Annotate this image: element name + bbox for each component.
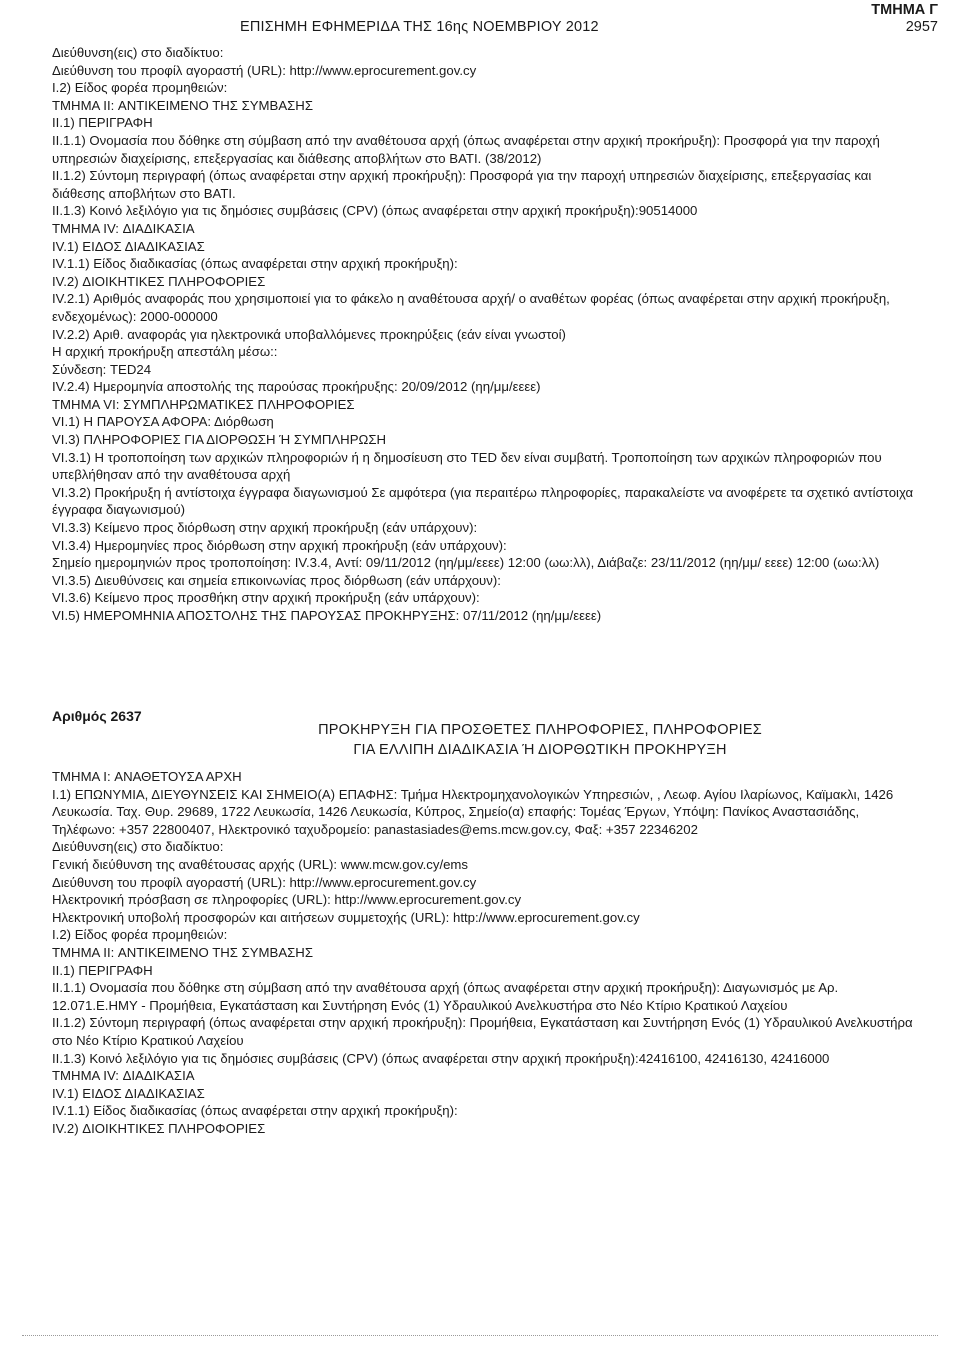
section-heading: ΤΜΗΜΑ II: ΑΝΤΙΚΕΙΜΕΝΟ ΤΗΣ ΣΥΜΒΑΣΗΣ bbox=[52, 944, 313, 960]
subsection-heading: IV.1) ΕΙΔΟΣ ΔΙΑΔΙΚΑΣΙΑΣ bbox=[52, 238, 205, 254]
paragraph-reference-number: IV.2.1) Αριθμός αναφοράς που χρησιμοποιεί για το φάκελο η αναθέτουσα αρχή/ ο αναθέτων φορέας (όπως αναφέρεται στην αρχική προκήρυξη, ενδεχομένως): 2000-000000 bbox=[52, 291, 890, 324]
text-line: VI.3.3) Κείμενο προς διόρθωση στην αρχική προκήρυξη (εάν υπάρχουν): bbox=[52, 520, 478, 536]
text-line: IV.2.4) Ημερομηνία αποστολής της παρούσας προκήρυξης: 20/09/2012 (ηη/μμ/εεεε) bbox=[52, 379, 541, 395]
paragraph-cpv: II.1.3) Κοινό λεξιλόγιο για τις δημόσιες συμβάσεις (CPV) (όπως αναφέρεται στην αρχική προκήρυξη):42416100, 42416130, 42416000 bbox=[52, 1050, 830, 1066]
subsection-heading: VI.3) ΠΛΗΡΟΦΟΡΙΕΣ ΓΙΑ ΔΙΟΡΘΩΣΗ Ή ΣΥΜΠΛΗΡΩΣΗ bbox=[52, 432, 387, 448]
text-line: I.2) Είδος φορέα προμηθειών: bbox=[52, 80, 228, 96]
paragraph-contract-title: II.1.1) Ονομασία που δόθηκε στη σύμβαση από την αναθέτουσα αρχή (όπως αναφέρεται στην αρχική προκήρυξη): Διαγωνισμός με Αρ. 12.071.Ε.ΗΜΥ - Προμήθεια, Εγκατάσταση και Συντήρηση Ενός (1) Υδραυλικού Ανελκυστήρα στο Νέο Κτίριο Κρατικού Λαχείου bbox=[52, 980, 839, 1013]
text-line: IV.2.2) Αριθ. αναφοράς για ηλεκτρονικά υποβαλλόμενες προκηρύξεις (εάν είναι γνωστοί) bbox=[52, 326, 566, 342]
paragraph-modification: VI.3.1) Η τροποποίηση των αρχικών πληροφοριών ή η δημοσίευση στο TED δεν είναι συμβατή. Τροποποίηση των αρχικών πληροφοριών που υπεβλήθησαν από την αναθέτουσα αρχή bbox=[52, 449, 882, 483]
paragraph-short-description: II.1.2) Σύντομη περιγραφή (όπως αναφέρεται στην αρχική προκήρυξη): Προμήθεια, Εγκατάσταση και Συντήρηση Ενός (1) Υδραυλικού Ανελκυστήρα στο Νέο Κτίριο Κρατικού Λαχείου bbox=[52, 1015, 913, 1048]
text-line: Διεύθυνση του προφίλ αγοραστή (URL): http://www.eprocurement.gov.cy bbox=[52, 62, 477, 78]
section-heading: ΤΜΗΜΑ VI: ΣΥΜΠΛΗΡΩΜΑΤΙΚΕΣ ΠΛΗΡΟΦΟΡΙΕΣ bbox=[52, 396, 355, 412]
page-number: 2957 bbox=[905, 19, 938, 35]
section-label: ΤΜΗΜΑ Γ bbox=[871, 2, 938, 18]
paragraph-short-description: II.1.2) Σύντομη περιγραφή (όπως αναφέρεται στην αρχική προκήρυξη): Προσφορά για την παροχή υπηρεσιών διαχείρισης, επεξεργασίας και διάθεσης αποβλήτων στο ΒΑΤΙ. bbox=[52, 168, 872, 201]
text-line: I.2) Είδος φορέα προμηθειών: bbox=[52, 927, 228, 943]
paragraph-dates-correction: Σημείο ημερομηνιών προς τροποποίηση: IV.3.4, Αντί: 09/11/2012 (ηη/μμ/εεεε) 12:00 (ωω:λλ), Διάβαζε: 23/11/2012 (ηη/μμ/ εεεε) 12:00 (ωω:λλ) bbox=[52, 555, 880, 571]
notice-number: Αριθμός 2637 bbox=[52, 708, 142, 724]
subsection-heading: II.1) ΠΕΡΙΓΡΑΦΗ bbox=[52, 115, 153, 131]
section-heading: ΤΜΗΜΑ II: ΑΝΤΙΚΕΙΜΕΝΟ ΤΗΣ ΣΥΜΒΑΣΗΣ bbox=[52, 97, 313, 113]
subsection-heading: IV.1) ΕΙΔΟΣ ΔΙΑΔΙΚΑΣΙΑΣ bbox=[52, 1085, 205, 1101]
text-line: Διεύθυνση του προφίλ αγοραστή (URL): http://www.eprocurement.gov.cy bbox=[52, 874, 477, 890]
gazette-title: ΕΠΙΣΗΜΗ ΕΦΗΜΕΡΙΔΑ ΤΗΣ 16ης ΝΟΕΜΒΡΙΟΥ 2012 bbox=[240, 19, 599, 35]
text-line: VI.3.4) Ημερομηνίες προς διόρθωση στην αρχική προκήρυξη (εάν υπάρχουν): bbox=[52, 537, 507, 553]
paragraph-contact-details: I.1) ΕΠΩΝΥΜΙΑ, ΔΙΕΥΘΥΝΣΕΙΣ ΚΑΙ ΣΗΜΕΙΟ(Α) ΕΠΑΦΗΣ: Τμήμα Ηλεκτρομηχανολογικών Υπηρεσιών, , Λεωφ. Αγίου Ιλαρίωνος, Καϊμακλι, 1426 Λευκωσία. Ταχ. Θυρ. 29689, 1722 Λευκωσία, 1426 Λευκωσία, Κύπρος, Σημείο(α) επαφής: Τομέας Έργων, Υπόψη: Πανίκος Αναστασιάδης, Τηλέφωνο: +357 22800407, Ηλεκτρονικό ταχυδρομείο: panastasiades@ems.mcw.gov.cy, Φαξ: +357 22346202 bbox=[52, 786, 894, 837]
text-line: VI.3.5) Διευθύνσεις και σημεία επικοινωνίας προς διόρθωση (εάν υπάρχουν): bbox=[52, 572, 501, 588]
subsection-heading: II.1) ΠΕΡΙΓΡΑΦΗ bbox=[52, 962, 153, 978]
text-line: VI.5) ΗΜΕΡΟΜΗΝΙΑ ΑΠΟΣΤΟΛΗΣ ΤΗΣ ΠΑΡΟΥΣΑΣ ΠΡΟΚΗΡΥΞΗΣ: 07/11/2012 (ηη/μμ/εεεε) bbox=[52, 608, 602, 623]
section-heading: ΤΜΗΜΑ IV: ΔΙΑΔΙΚΑΣΙΑ bbox=[52, 220, 195, 236]
text-line: Διεύθυνση(εις) στο διαδίκτυο: bbox=[52, 839, 224, 855]
subsection-heading: IV.2) ΔΙΟΙΚΗΤΙΚΕΣ ΠΛΗΡΟΦΟΡΙΕΣ bbox=[52, 1120, 266, 1136]
text-line: IV.1.1) Είδος διαδικασίας (όπως αναφέρεται στην αρχική προκήρυξη): bbox=[52, 1103, 458, 1119]
text-line: Ηλεκτρονική υποβολή προσφορών και αιτήσεων συμμετοχής (URL): http://www.eprocurement.gov.cy bbox=[52, 909, 640, 925]
section-heading: ΤΜΗΜΑ IV: ΔΙΑΔΙΚΑΣΙΑ bbox=[52, 1068, 195, 1084]
subsection-heading: IV.2) ΔΙΟΙΚΗΤΙΚΕΣ ΠΛΗΡΟΦΟΡΙΕΣ bbox=[52, 273, 266, 289]
paragraph-tender-documents: VI.3.2) Προκήρυξη ή αντίστοιχα έγγραφα διαγωνισμού Σε αμφότερα (για περαιτέρω πληροφορίες, παρακαλείστε να ανοφέρετε τα σχετικό αντίστοιχα έγγραφα διαγωνισμού) bbox=[52, 484, 914, 518]
notice-title-line-1: ΠΡΟΚΗΡΥΞΗ ΓΙΑ ΠΡΟΣΘΕΤΕΣ ΠΛΗΡΟΦΟΡΙΕΣ, ΠΛΗΡΟΦΟΡΙΕΣ bbox=[318, 722, 762, 738]
text-line: Η αρχική προκήρυξη απεστάλη μέσω:: bbox=[52, 344, 278, 360]
text-line: Διεύθυνση(εις) στο διαδίκτυο: bbox=[52, 45, 224, 60]
notice-2-body bbox=[52, 768, 914, 1137]
paragraph-contract-title: II.1.1) Ονομασία που δόθηκε στη σύμβαση από την αναθέτουσα αρχή (όπως αναφέρεται στην αρχική προκήρυξη): Προσφορά για την παροχή υπηρεσιών διαχείρισης, επεξεργασίας και διάθεσης αποβλήτων στο ΒΑΤΙ. (38/2012) bbox=[52, 132, 880, 166]
text-line: Ηλεκτρονική πρόσβαση σε πληροφορίες (URL): http://www.eprocurement.gov.cy bbox=[52, 892, 522, 908]
text-line: VI.3.6) Κείμενο προς προσθήκη στην αρχική προκήρυξη (εάν υπάρχουν): bbox=[52, 590, 480, 606]
text-line: Γενική διεύθυνση της αναθέτουσας αρχής (URL): www.mcw.gov.cy/ems bbox=[52, 856, 469, 872]
text-line: II.1.3) Κοινό λεξιλόγιο για τις δημόσιες συμβάσεις (CPV) (όπως αναφέρεται στην αρχική προκήρυξη):90514000 bbox=[52, 203, 698, 219]
text-line: IV.1.1) Είδος διαδικασίας (όπως αναφέρεται στην αρχική προκήρυξη): bbox=[52, 256, 458, 272]
section-heading: ΤΜΗΜΑ I: ΑΝΑΘΕΤΟΥΣΑ ΑΡΧΗ bbox=[52, 769, 242, 784]
footer-divider bbox=[22, 1335, 938, 1336]
notice-1-body bbox=[52, 44, 914, 625]
text-line: Σύνδεση: TED24 bbox=[52, 361, 152, 377]
notice-title-line-2: ΓΙΑ ΕΛΛΙΠΗ ΔΙΑΔΙΚΑΣΙΑ Ή ΔΙΟΡΘΩΤΙΚΗ ΠΡΟΚΗΡΥΞΗ bbox=[353, 742, 727, 758]
text-line: VI.1) Η ΠΑΡΟΥΣΑ ΑΦΟΡΑ: Διόρθωση bbox=[52, 414, 274, 430]
